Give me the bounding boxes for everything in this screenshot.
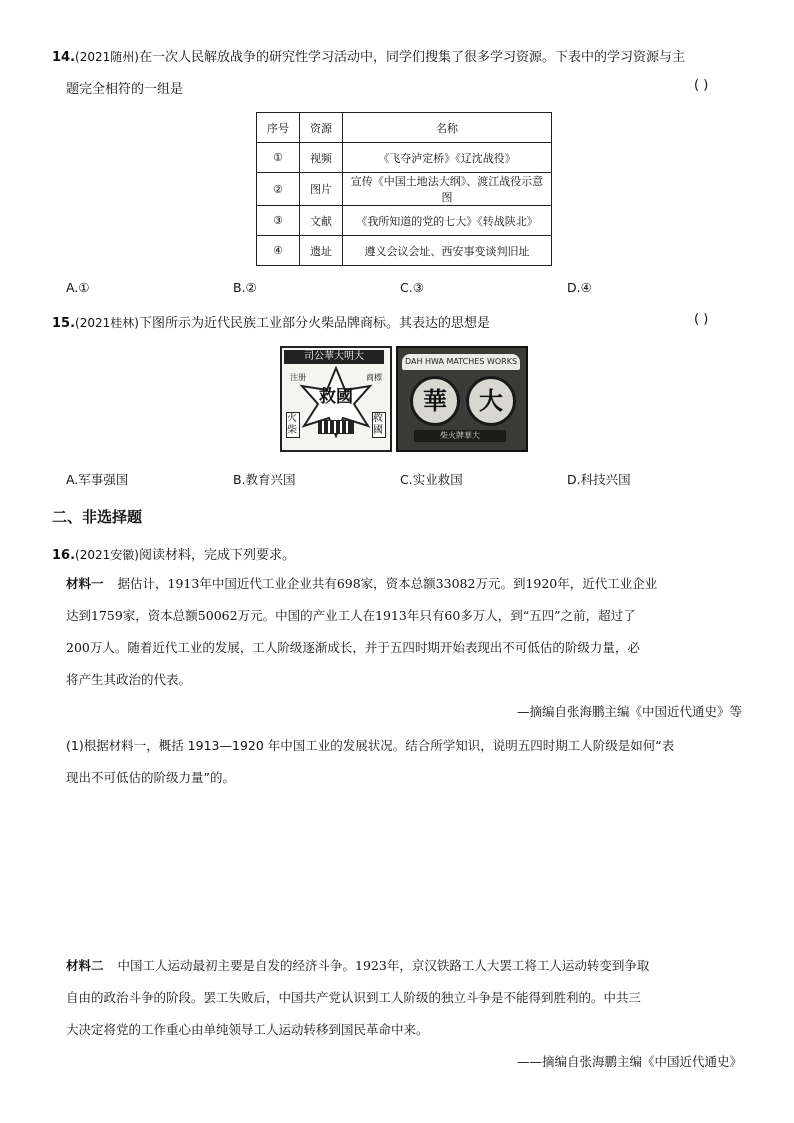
q15-stem: 下图所示为近代民族工业部分火柴品牌商标。其表达的思想是 — [138, 316, 490, 331]
logo2-bottom-strip: 柴火牌華大 — [414, 430, 506, 442]
q15-source: (2021桂林) — [75, 316, 139, 330]
q14-option-d[interactable]: D.④ — [567, 280, 592, 295]
material-1 — [66, 568, 746, 696]
table-row — [257, 236, 552, 266]
q16-number: 16. — [52, 548, 76, 563]
q16-sub1-line2: 现出不可低估的阶级力量”的。 — [66, 770, 235, 785]
table-cell: 《飞夺泸定桥》《辽沈战役》 — [343, 143, 552, 173]
q15-answer-paren: ( ) — [694, 312, 709, 327]
logo1-right-small: 救國 — [372, 412, 386, 438]
q16-line1 — [52, 544, 295, 563]
table-row — [257, 173, 552, 206]
q16-intro: 阅读材料，完成下列要求。 — [138, 548, 295, 563]
section-title: 二、非选择题 — [52, 508, 143, 526]
table-cell: 宣传《中国土地法大纲》、渡江战役示意图 — [343, 173, 552, 206]
table-header: 资源 — [300, 113, 343, 143]
q16-source: (2021安徽) — [75, 548, 139, 562]
q14-stem-line1: 在一次人民解放战争的研究性学习活动中，同学们搜集了很多学习资源。下表中的学习资源与主 — [138, 50, 685, 65]
material-1-line: 达到1759家，资本总额50062万元。中国的产业工人在1913年只有60多万人，到“五四”之前，超过了 — [66, 608, 636, 623]
q15-option-a[interactable]: A.军事强国 — [66, 472, 129, 487]
q15-option-b[interactable]: B.教育兴国 — [233, 472, 296, 487]
q14-source: (2021随州) — [75, 50, 139, 64]
table-cell: 《我所知道的党的七大》《转战陕北》 — [343, 206, 552, 236]
q15-option-c[interactable]: C.实业救国 — [400, 472, 463, 487]
material-1-line: 将产生其政治的代表。 — [66, 672, 192, 687]
table-cell: 遵义会议会址、西安事变谈判旧址 — [343, 236, 552, 266]
table-cell: 图片 — [300, 173, 343, 206]
q14-number: 14. — [52, 50, 76, 65]
table-header-row — [257, 113, 552, 143]
table-cell: ① — [257, 143, 300, 173]
q14-stem-line2: 题完全相符的一组是 — [66, 82, 184, 97]
table-cell: ③ — [257, 206, 300, 236]
table-cell: ④ — [257, 236, 300, 266]
table-row — [257, 143, 552, 173]
material-2-text-line: 中国工人运动最初主要是自发的经济斗争。1923年，京汉铁路工人大罢工将工人运动转变到争取 — [117, 958, 650, 973]
logo1-top-banner: 司公華大明大 — [284, 350, 384, 364]
table-header: 名称 — [343, 113, 552, 143]
logo1-mid-right: 商標 — [366, 373, 382, 382]
table-cell: 视频 — [300, 143, 343, 173]
logo2-char-1: 華 — [423, 386, 447, 415]
logo2-circle-1 — [410, 376, 460, 426]
material-2-line: 自由的政治斗争的阶段。罢工失败后，中国共产党认识到工人阶级的独立斗争是不能得到胜利的。中共三 — [66, 990, 642, 1005]
logo1-center-text: 救國 — [319, 387, 353, 407]
matchbox-label-jiuguo — [280, 346, 392, 452]
q14-resource-table — [256, 112, 552, 266]
material-1-source: —摘编自张海鹏主编《中国近代通史》等 — [516, 704, 742, 719]
table-header: 序号 — [257, 113, 300, 143]
q14-option-b[interactable]: B.② — [233, 280, 257, 295]
material-1-text-line: 据估计，1913年中国近代工业企业共有698家，资本总额33082万元。到1920年，近代工业企业 — [117, 576, 658, 591]
logo2-banner: DAH HWA MATCHES WORKS — [402, 354, 520, 370]
q15-line1 — [52, 312, 490, 331]
material-2-line: 大决定将党的工作重心由单纯领导工人运动转移到国民革命中来。 — [66, 1022, 429, 1037]
logo2-circle-2 — [466, 376, 516, 426]
material-1-line — [66, 568, 746, 600]
answer-space[interactable] — [66, 800, 746, 940]
material-2-label: 材料二 — [66, 958, 104, 973]
material-1-label: 材料一 — [66, 576, 104, 591]
q16-sub1-line1: (1)根据材料一，概括 1913—1920 年中国工业的发展状况。结合所学知识，说明五四时期工人阶级是如何“表 — [66, 738, 675, 753]
q14-option-a[interactable]: A.① — [66, 280, 90, 295]
table-row — [257, 206, 552, 236]
material-1-line: 200万人。随着近代工业的发展，工人阶级逐渐成长，并于五四时期开始表现出不可低估的阶级力量，必 — [66, 640, 640, 655]
material-2-line — [66, 950, 746, 982]
material-2-source: ——摘编自张海鹏主编《中国近代通史》 — [516, 1054, 742, 1069]
q14-answer-paren: ( ) — [694, 78, 709, 93]
logo2-char-2: 大 — [479, 386, 503, 415]
matchbox-label-dahwa — [396, 346, 528, 452]
q14-option-c[interactable]: C.③ — [400, 280, 424, 295]
table-cell: ② — [257, 173, 300, 206]
q14-line1 — [52, 46, 685, 65]
q15-number: 15. — [52, 316, 76, 331]
table-cell: 遗址 — [300, 236, 343, 266]
logo1-left-small: 火柴 — [286, 412, 300, 438]
table-cell: 文献 — [300, 206, 343, 236]
material-2 — [66, 950, 746, 1046]
q15-option-d[interactable]: D.科技兴国 — [567, 472, 631, 487]
logo1-mid-left: 注册 — [290, 373, 306, 382]
